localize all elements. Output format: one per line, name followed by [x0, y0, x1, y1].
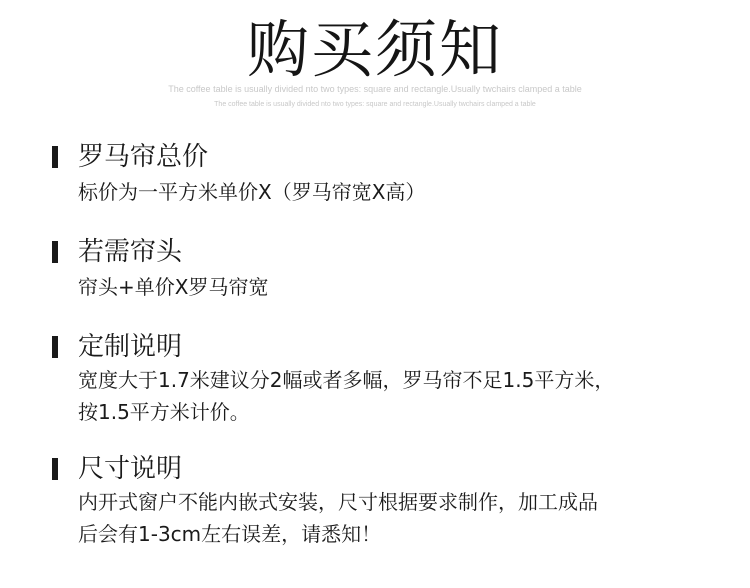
section-heading-text: 尺寸说明 [78, 454, 183, 484]
section-heading [52, 235, 732, 269]
section-valance [52, 235, 732, 303]
section-heading-text: 若需帘头 [78, 237, 183, 267]
section-custom-notes [52, 330, 732, 428]
subtitle-line-2: The coffee table is usually divided nto two types: square and rectangle.Usually twchairs clamped a table [214, 101, 536, 108]
heading-bar-marker [52, 146, 58, 168]
section-heading-text: 定制说明 [78, 332, 183, 362]
section-body-line: 内开式窗户不能内嵌式安装，尺寸根据要求制作，加工成品 [78, 490, 598, 514]
section-heading-text: 罗马帘总价 [78, 142, 209, 172]
section-heading [52, 452, 732, 486]
heading-bar-marker [52, 241, 58, 263]
section-total-price [52, 140, 732, 208]
section-body-line: 宽度大于1.7米建议分2幅或者多幅，罗马帘不足1.5平方米， [78, 368, 615, 392]
section-body-line: 标价为一平方米单价X（罗马帘宽X高） [78, 180, 426, 204]
heading-bar-marker [52, 336, 58, 358]
page-title: 购买须知 [246, 13, 503, 86]
section-body-line: 后会有1-3cm左右误差，请悉知！ [78, 522, 382, 546]
section-heading [52, 140, 732, 174]
section-size-notes [52, 452, 732, 550]
section-body-line: 帘头+单价X罗马帘宽 [78, 275, 269, 299]
subtitle-line-1: The coffee table is usually divided nto two types: square and rectangle.Usually twchairs clamped a table [168, 84, 582, 94]
heading-bar-marker [52, 458, 58, 480]
section-body-line: 按1.5平方米计价。 [78, 400, 250, 424]
section-heading [52, 330, 732, 364]
